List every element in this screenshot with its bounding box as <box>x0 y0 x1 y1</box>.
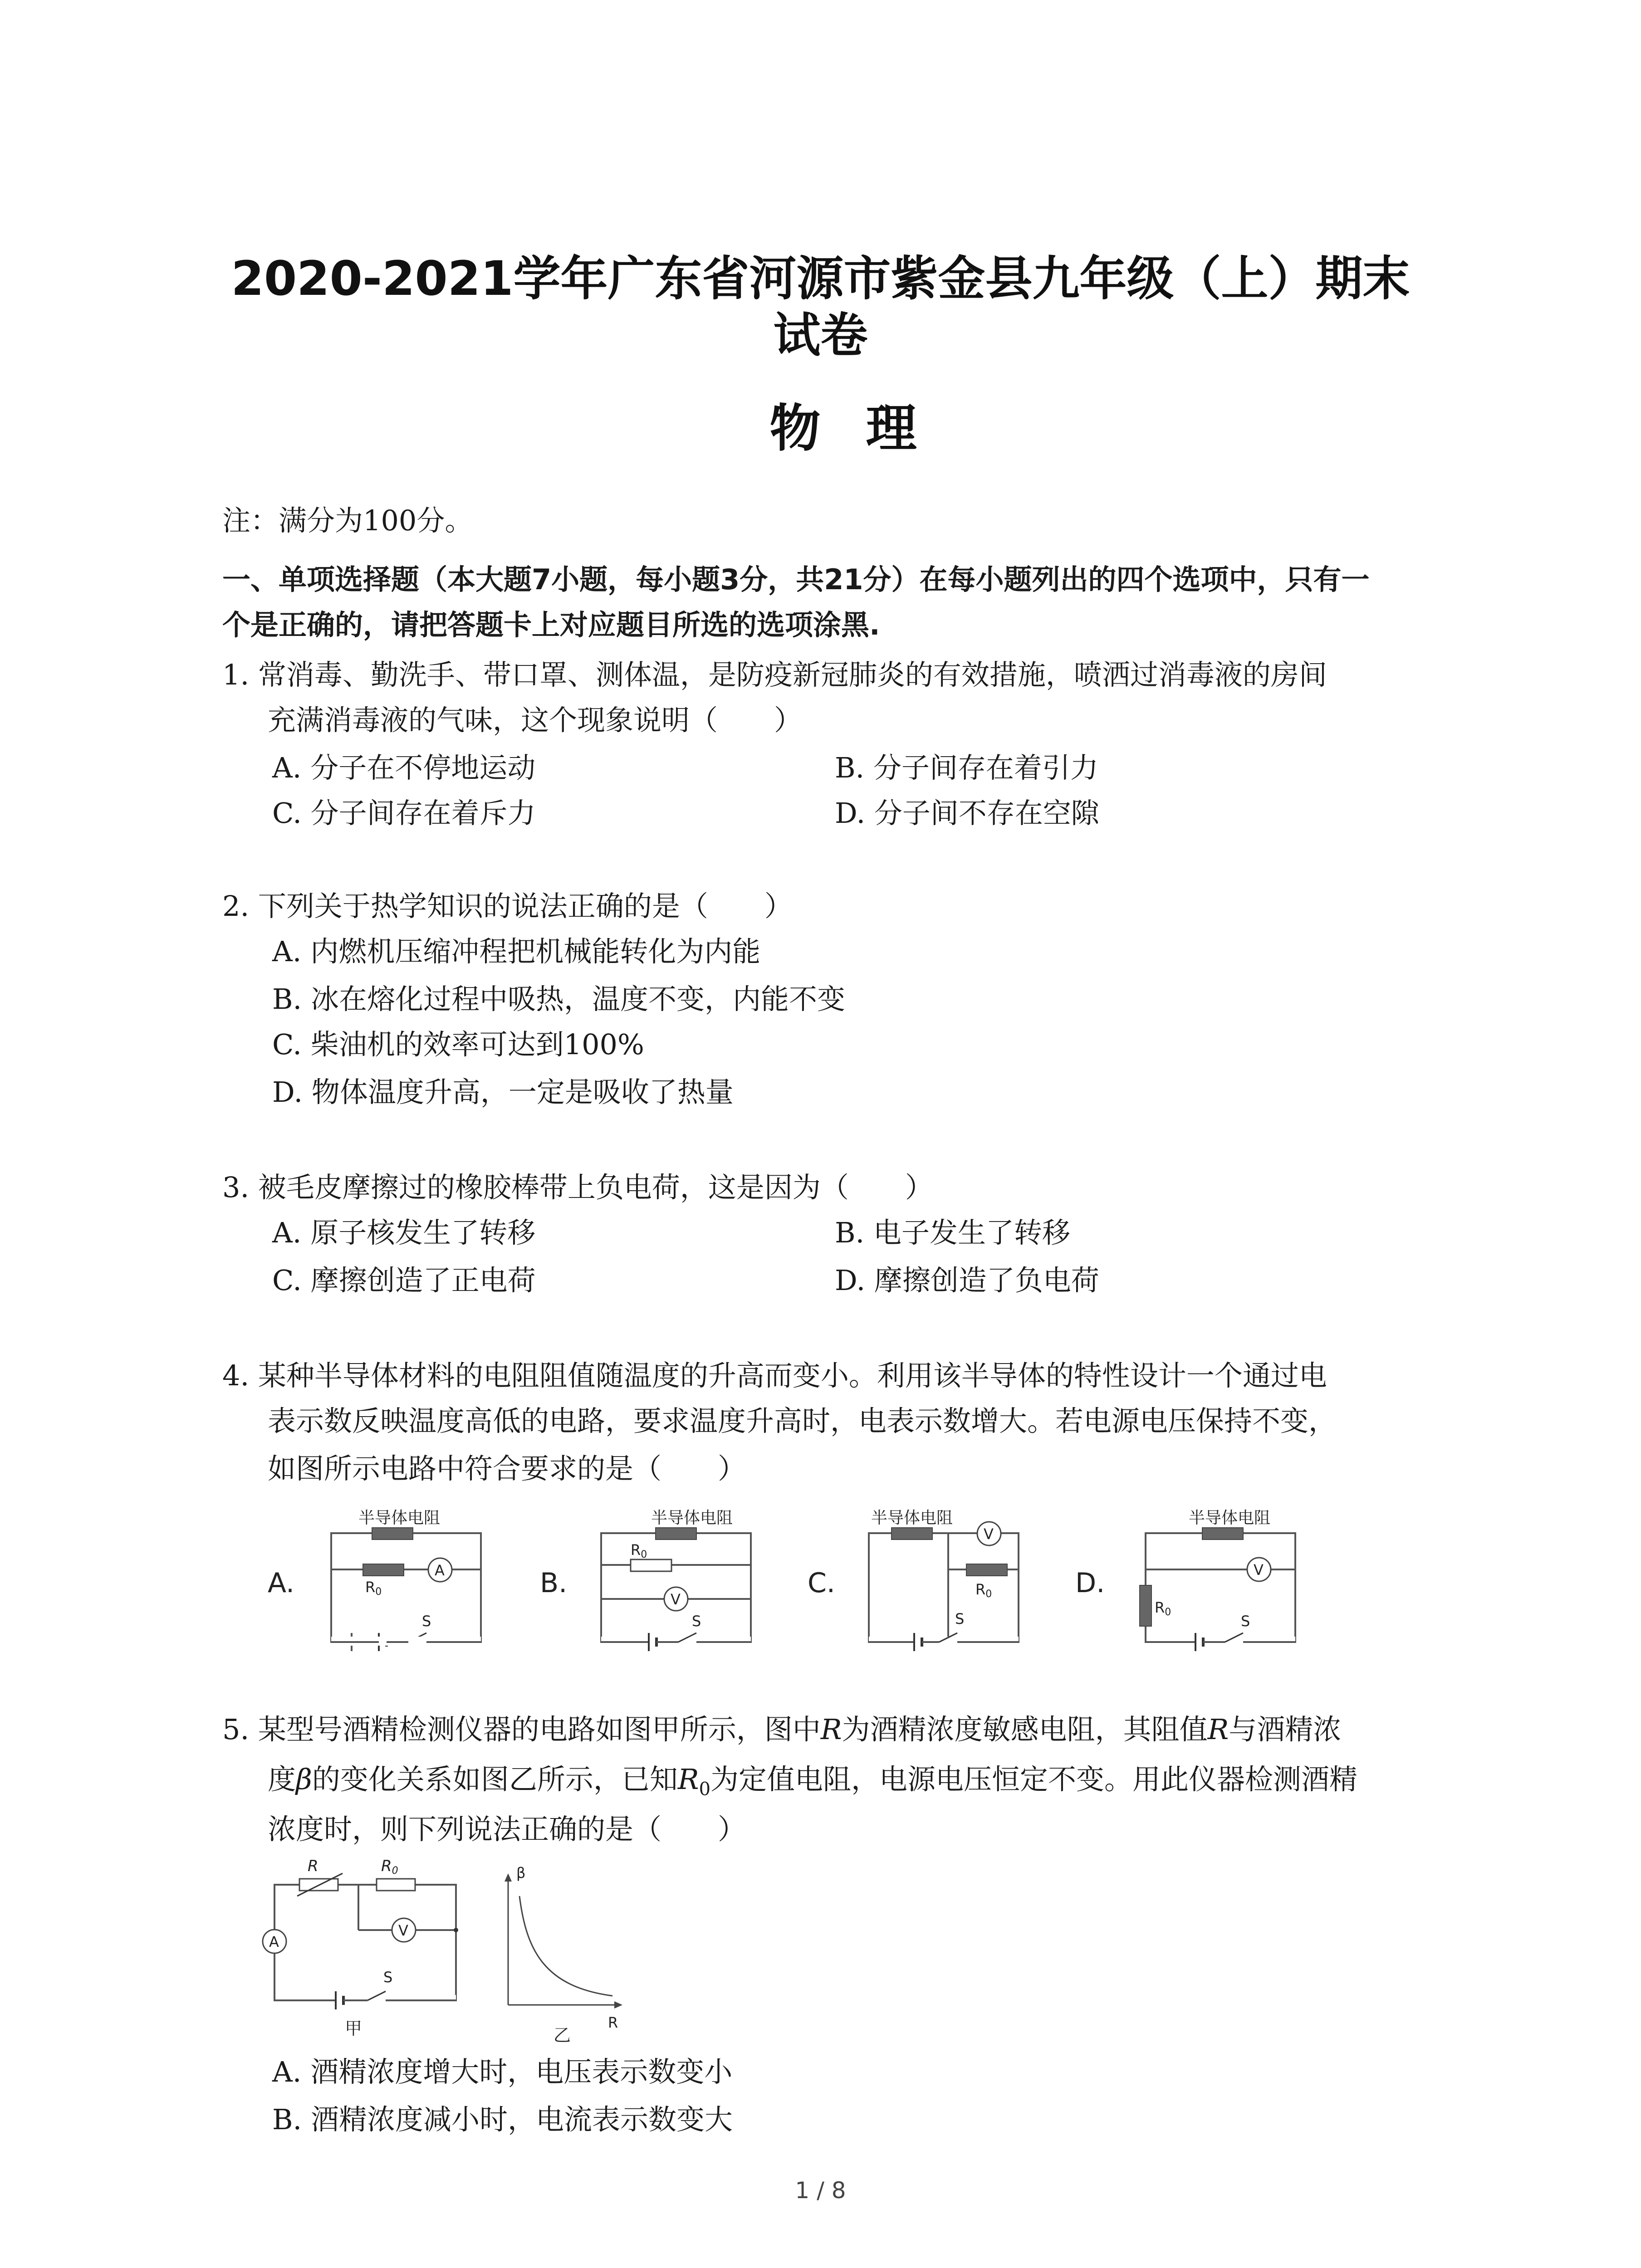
circuit-d-label: D. <box>1075 1567 1105 1599</box>
circuit-c-r0-label: R0 <box>975 1581 992 1600</box>
circuit-a-wire <box>331 1533 481 1642</box>
q2-option-b: B. 冰在熔化过程中吸热，温度不变，内能不变 <box>272 982 845 1016</box>
q5-switch-label: S <box>383 1969 393 1986</box>
circuit-b-semiconductor-resistor <box>656 1528 696 1540</box>
q2-option-d: D. 物体温度升高，一定是吸收了热量 <box>272 1075 734 1109</box>
circuit-b-r0-label: R0 <box>631 1541 647 1560</box>
circuit-d-r0-label: R0 <box>1155 1599 1171 1618</box>
circuit-d-switch-label: S <box>1241 1613 1250 1630</box>
circuit-b-label: B. <box>540 1567 568 1599</box>
q2-stem: 2. 下列关于热学知识的说法正确的是（ ） <box>222 890 793 923</box>
q5-beta-label: β <box>516 1864 526 1882</box>
circuit-d-semi-label: 半导体电阻 <box>1189 1509 1271 1527</box>
circuit-b-r0-resistor <box>631 1559 671 1571</box>
circuit-a-switch-label: S <box>422 1613 431 1630</box>
q5-option-b: B. 酒精浓度减小时，电流表示数变大 <box>272 2103 733 2136</box>
q4-stem-line-2: 表示数反映温度高低的电路，要求温度升高时，电表示数增大。若电源电压保持不变， <box>268 1404 1337 1437</box>
q3-option-b: B. 电子发生了转移 <box>835 1216 1070 1249</box>
q1-option-c: C. 分子间存在着斥力 <box>272 797 536 830</box>
q5-r-label: R <box>308 1860 318 1875</box>
q3-option-c: C. 摩擦创造了正电荷 <box>272 1264 536 1297</box>
q4-stem-line-1: 4. 某种半导体材料的电阻阻值随温度的升高而变小。利用该半导体的特性设计一个通过电 <box>222 1359 1327 1392</box>
q5-voltmeter-symbol: V <box>398 1922 408 1939</box>
q5-r0-resistor <box>377 1879 415 1891</box>
circuit-a-semiconductor-resistor <box>372 1528 413 1540</box>
circuit-c <box>808 1509 1019 1651</box>
q4-circuits-svg <box>268 1501 1311 1665</box>
circuit-b-semi-label: 半导体电阻 <box>651 1509 733 1527</box>
q5-stem-line-1: 5. 某型号酒精检测仪器的电路如图甲所示，图中R为酒精浓度敏感电阻，其阻值R与酒精浓 <box>222 1713 1342 1746</box>
q5-axis-r-label: R <box>608 2014 618 2031</box>
q5-figure-svg <box>254 1860 662 2050</box>
note: 注：满分为100分。 <box>222 504 473 537</box>
q5-stem-line-3: 浓度时，则下列说法正确的是（ ） <box>268 1813 746 1846</box>
circuit-b-voltmeter-symbol: V <box>671 1591 681 1608</box>
q5-ammeter-symbol: A <box>269 1933 279 1950</box>
circuit-a-r0-label: R0 <box>365 1579 382 1598</box>
circuit-c-label: C. <box>808 1567 835 1599</box>
circuit-d-semiconductor-resistor <box>1202 1528 1243 1540</box>
q1-option-b: B. 分子间存在着引力 <box>835 751 1098 784</box>
q5-graph-yi <box>505 1864 622 2045</box>
q5-figure <box>254 1860 662 2052</box>
circuit-c-voltmeter-symbol: V <box>984 1525 994 1543</box>
circuit-c-semiconductor-resistor <box>892 1528 932 1540</box>
q1-option-a: A. 分子在不停地运动 <box>272 751 536 784</box>
subject-title: 物理 <box>769 399 962 458</box>
circuit-d-r0-resistor <box>1140 1585 1151 1626</box>
circuit-a-label: A. <box>268 1567 295 1599</box>
q1-option-d: D. 分子间不存在空隙 <box>835 797 1099 830</box>
circuit-c-switch-label: S <box>955 1610 965 1628</box>
circuit-d-voltmeter-symbol: V <box>1254 1561 1264 1579</box>
q5-stem-line-2: 度β的变化关系如图乙所示，已知$R_0$为定值电阻，电源电压恒定不变。用此仪器检测酒精 <box>268 1763 1358 1800</box>
q3-option-d: D. 摩擦创造了负电荷 <box>835 1264 1099 1297</box>
circuit-b-switch-label: S <box>692 1613 701 1630</box>
title-line-1: 2020-2021学年广东省河源市紫金县九年级（上）期末 <box>231 251 1410 306</box>
circuit-c-r0-resistor <box>966 1564 1007 1576</box>
section-header-line-2: 个是正确的，请把答题卡上对应题目所选的选项涂黑. <box>222 608 880 641</box>
circuit-b <box>540 1509 751 1651</box>
q5-r0-label: R0 <box>381 1860 398 1877</box>
page-number: 1 / 8 <box>795 2177 846 2204</box>
circuit-a-ammeter-symbol: A <box>435 1562 445 1579</box>
q2-option-a: A. 内燃机压缩冲程把机械能转化为内能 <box>272 935 761 968</box>
circuit-a-r0-resistor <box>363 1564 404 1576</box>
q5-jia-label: 甲 <box>345 2019 362 2038</box>
circuit-c-semi-label: 半导体电阻 <box>871 1509 953 1527</box>
q4-circuits-figure <box>268 1501 1311 1667</box>
q2-option-c: C. 柴油机的效率可达到100% <box>272 1028 644 1061</box>
section-header-line-1: 一、单项选择题（本大题7小题，每小题3分，共21分）在每小题列出的四个选项中，只有一 <box>222 563 1370 596</box>
circuit-d <box>1075 1509 1295 1651</box>
circuit-a <box>268 1509 481 1651</box>
q5-yi-label: 乙 <box>554 2025 571 2045</box>
q3-option-a: A. 原子核发生了转移 <box>272 1216 536 1249</box>
title-line-2: 试卷 <box>773 308 868 363</box>
q5-curve <box>519 1896 612 1996</box>
q4-stem-line-3: 如图所示电路中符合要求的是（ ） <box>268 1452 746 1485</box>
q1-stem-line-2: 充满消毒液的气味，这个现象说明（ ） <box>268 704 803 737</box>
q5-option-a: A. 酒精浓度增大时，电压表示数变小 <box>272 2055 733 2088</box>
circuit-a-semi-label: 半导体电阻 <box>358 1509 441 1527</box>
q1-stem-line-1: 1. 常消毒、勤洗手、带口罩、测体温，是防疫新冠肺炎的有效措施，喷洒过消毒液的房间 <box>222 658 1327 691</box>
q3-stem: 3. 被毛皮摩擦过的橡胶棒带上负电荷，这是因为（ ） <box>222 1171 933 1204</box>
q5-circuit-jia <box>263 1860 458 2038</box>
